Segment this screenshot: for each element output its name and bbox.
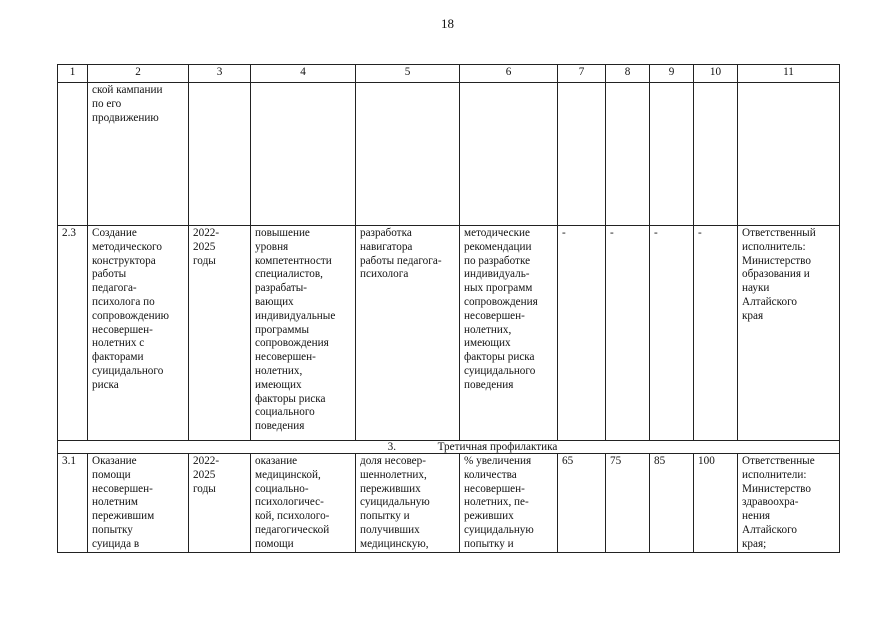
text-line: навигатора — [360, 240, 413, 253]
text-line: факторы риска — [464, 351, 535, 364]
cell-result — [251, 454, 356, 553]
text-line: рекомендации — [464, 240, 532, 253]
text-line: реживших — [464, 510, 514, 523]
text-line: социально- — [255, 482, 309, 495]
text-line: нолетних, — [255, 364, 303, 377]
text-line: Алтайского — [742, 523, 797, 536]
cell-value-8: - — [606, 226, 650, 441]
text-line: здравоохра- — [742, 496, 799, 509]
text-line: исполнители: — [742, 468, 807, 481]
text-line: нолетним — [92, 496, 138, 509]
text-line: нолетних, — [464, 323, 512, 336]
text-line: суицидального — [92, 364, 164, 377]
text-line: доля несовер- — [360, 455, 426, 467]
text-line: разработка — [360, 227, 412, 239]
table-header-row — [58, 65, 840, 83]
text-line: Ответственный — [742, 227, 816, 239]
text-line: компетентности — [255, 254, 332, 267]
text-line: психолога по — [92, 295, 155, 308]
header-cell: 4 — [251, 65, 356, 83]
header-cell: 7 — [558, 65, 606, 83]
text-line: уровня — [255, 240, 289, 253]
text-line: 2022- — [193, 227, 220, 239]
text-line: переживших — [360, 482, 421, 495]
text-line: нолетних с — [92, 337, 145, 350]
cell-activity — [88, 454, 189, 553]
cell-num: 2.3 — [58, 226, 88, 441]
text-line: продвижению — [92, 111, 159, 124]
cell-executor — [738, 454, 840, 553]
text-line: имеющих — [464, 337, 511, 350]
text-line: суицида в — [92, 537, 140, 550]
text-line: 2025 — [193, 468, 216, 481]
cell-value-9: - — [650, 226, 694, 441]
text-line: по разработке — [464, 254, 531, 267]
cell-value-10: - — [694, 226, 738, 441]
cell-period — [189, 83, 251, 226]
section-number: 3. — [387, 441, 397, 453]
cell-value-10: 100 — [694, 454, 738, 553]
text-line: 2022- — [193, 455, 220, 467]
cell-period — [189, 454, 251, 553]
text-line: науки — [742, 282, 770, 295]
cell-indicator — [356, 83, 460, 226]
cell-value-8 — [606, 83, 650, 226]
text-line: сопровождения — [464, 295, 538, 308]
text-line: педагога- — [92, 282, 137, 295]
text-line: имеющих — [255, 378, 302, 391]
text-line: педагогической — [255, 523, 330, 536]
text-line: факторы риска — [255, 392, 326, 405]
text-line: количества — [464, 468, 517, 481]
text-line: Министерство — [742, 254, 811, 267]
text-line: методического — [92, 240, 162, 253]
text-line: специалистов, — [255, 268, 323, 281]
text-line: края — [742, 309, 764, 322]
text-line: попытку — [92, 523, 133, 536]
cell-value-7: - — [558, 226, 606, 441]
text-line: медицинскую, — [360, 537, 429, 550]
text-line: социального — [255, 406, 315, 419]
text-line: помощи — [255, 537, 294, 550]
plan-table — [57, 64, 840, 553]
text-line: Оказание — [92, 455, 137, 467]
text-line: шеннолетних, — [360, 468, 427, 481]
text-line: медицинской, — [255, 468, 321, 481]
text-line: повышение — [255, 227, 310, 239]
text-line: работы — [92, 268, 127, 281]
text-line: суицидальную — [464, 523, 534, 536]
text-line: 2025 — [193, 240, 216, 253]
text-line: конструктора — [92, 254, 156, 267]
table-row-3-1 — [58, 454, 840, 553]
cell-outcome — [460, 226, 558, 441]
text-line: суицидальную — [360, 496, 430, 509]
text-line: вающих — [255, 295, 294, 308]
header-cell: 11 — [738, 65, 840, 83]
header-cell: 1 — [58, 65, 88, 83]
cell-executor — [738, 83, 840, 226]
header-cell: 2 — [88, 65, 189, 83]
cell-result — [251, 83, 356, 226]
header-cell: 5 — [356, 65, 460, 83]
header-cell: 6 — [460, 65, 558, 83]
text-line: несовершен- — [255, 351, 316, 364]
cell-period — [189, 226, 251, 441]
text-line: исполнитель: — [742, 240, 806, 253]
cell-outcome — [460, 83, 558, 226]
cell-value-7: 65 — [558, 454, 606, 553]
text-line: пережившим — [92, 510, 155, 523]
cell-activity — [88, 83, 189, 226]
text-line: по его — [92, 97, 122, 110]
text-line: нения — [742, 510, 771, 523]
text-line: нолетних, пе- — [464, 496, 529, 509]
text-line: факторами — [92, 351, 144, 364]
cell-result — [251, 226, 356, 441]
cell-activity — [88, 226, 189, 441]
text-line: несовершен- — [464, 309, 525, 322]
cell-value-9: 85 — [650, 454, 694, 553]
text-line: суицидального — [464, 364, 536, 377]
text-line: ской кампании — [92, 84, 163, 96]
text-line: психолога — [360, 268, 409, 281]
text-line: несовершен- — [464, 482, 525, 495]
section-heading — [58, 441, 840, 454]
cell-outcome — [460, 454, 558, 553]
section-row — [58, 441, 840, 454]
text-line: попытку и — [360, 510, 410, 523]
text-line: сопровождения — [255, 337, 329, 350]
cell-num: 3.1 — [58, 454, 88, 553]
header-cell: 9 — [650, 65, 694, 83]
text-line: кой, психолого- — [255, 510, 330, 523]
text-line: методические — [464, 227, 530, 239]
text-line: программы — [255, 323, 309, 336]
cell-indicator — [356, 226, 460, 441]
text-line: риска — [92, 378, 119, 391]
table-row-continued — [58, 83, 840, 226]
text-line: поведения — [255, 420, 305, 433]
header-cell: 3 — [189, 65, 251, 83]
page-number: 18 — [441, 16, 454, 31]
text-line: годы — [193, 482, 216, 495]
text-line: Ответственные — [742, 455, 815, 467]
text-line: индивидуаль- — [464, 268, 530, 281]
table-row-2-3 — [58, 226, 840, 441]
text-line: несовершен- — [92, 482, 153, 495]
text-line: оказание — [255, 455, 298, 467]
header-cell: 8 — [606, 65, 650, 83]
text-line: образования и — [742, 268, 810, 281]
text-line: помощи — [92, 468, 131, 481]
text-line: индивидуальные — [255, 309, 336, 322]
text-line: Алтайского — [742, 295, 797, 308]
section-title: Третичная профилактика — [437, 441, 558, 453]
header-cell: 10 — [694, 65, 738, 83]
text-line: Министерство — [742, 482, 811, 495]
text-line: сопровождению — [92, 309, 169, 322]
text-line: ных программ — [464, 282, 533, 295]
text-line: работы педагога- — [360, 254, 442, 267]
text-line: попытку и — [464, 537, 514, 550]
cell-value-9 — [650, 83, 694, 226]
text-line: несовершен- — [92, 323, 153, 336]
cell-value-8: 75 — [606, 454, 650, 553]
text-line: психологичес- — [255, 496, 324, 509]
text-line: края; — [742, 537, 767, 550]
cell-value-10 — [694, 83, 738, 226]
text-line: получивших — [360, 523, 420, 536]
text-line: годы — [193, 254, 216, 267]
text-line: разрабаты- — [255, 282, 308, 295]
text-line: Создание — [92, 227, 137, 239]
cell-executor — [738, 226, 840, 441]
cell-indicator — [356, 454, 460, 553]
text-line: % увеличения — [464, 455, 532, 467]
cell-value-7 — [558, 83, 606, 226]
cell-num — [58, 83, 88, 226]
text-line: поведения — [464, 378, 514, 391]
